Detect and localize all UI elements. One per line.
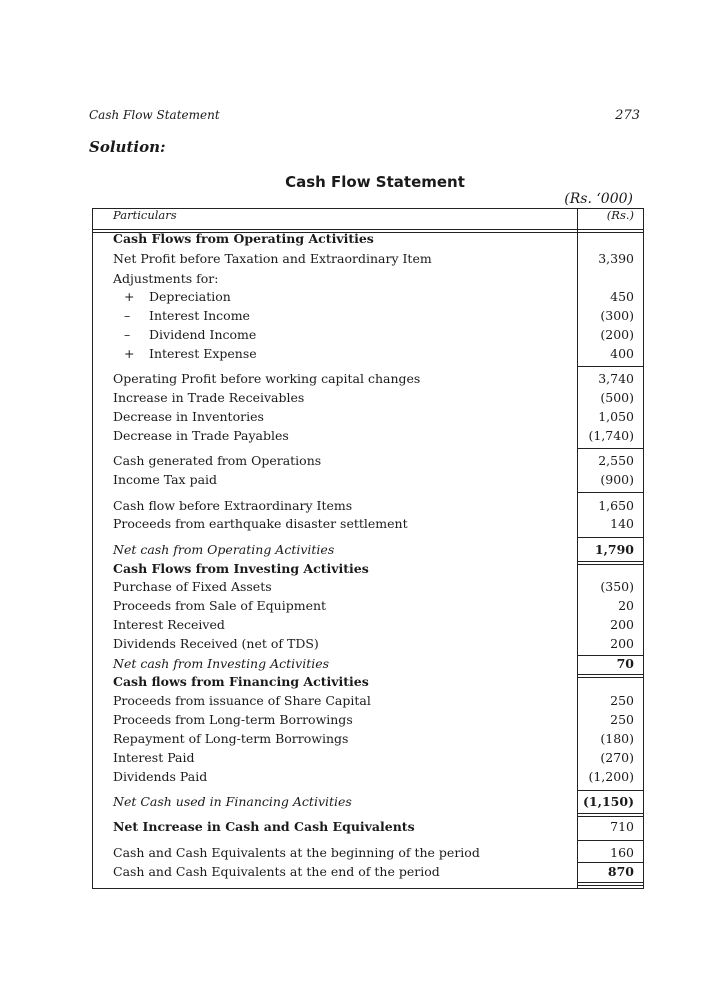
total-rule [577, 882, 644, 883]
subtotal-rule [577, 790, 644, 791]
statement-title: Cash Flow Statement [285, 173, 465, 191]
table-row: Cash Flows from Investing Activities [113, 561, 369, 576]
total-rule [577, 885, 644, 886]
table-row: Decrease in Trade Payables (1,740) [113, 428, 634, 443]
table-row: Operating Profit before working capital changes 3,740 [113, 371, 634, 386]
table-row: Cash generated from Operations 2,550 [113, 453, 634, 468]
table-row: Proceeds from Long-term Borrowings 250 [113, 712, 634, 727]
subtotal-rule [577, 537, 644, 538]
table-row: – Interest Income (300) [124, 308, 634, 323]
table-header-row [93, 206, 644, 225]
table-row: Purchase of Fixed Assets (350) [113, 579, 634, 594]
table-row: Income Tax paid (900) [113, 472, 634, 487]
total-rule [577, 813, 644, 814]
subtotal-rule [577, 366, 644, 367]
running-header: Cash Flow Statement [89, 108, 220, 122]
table-row: Net Cash used in Financing Activities (1,150) [113, 794, 634, 809]
table-row: Interest Paid (270) [113, 750, 634, 765]
subtotal-rule [577, 492, 644, 493]
table-row: Cash flows from Financing Activities [113, 674, 369, 689]
table-row: Net Profit before Taxation and Extraordinary Item 3,390 [113, 251, 634, 266]
table-row: + Interest Expense 400 [124, 346, 634, 361]
subtotal-rule [577, 840, 644, 841]
table-row: Proceeds from Sale of Equipment 20 [113, 598, 634, 613]
table-row: Dividends Received (net of TDS) 200 [113, 636, 634, 651]
table-row: Proceeds from issuance of Share Capital 250 [113, 693, 634, 708]
table-row: Proceeds from earthquake disaster settlement 140 [113, 516, 634, 531]
page-number: 273 [615, 108, 640, 123]
subtotal-rule [577, 448, 644, 449]
table-row: Decrease in Inventories 1,050 [113, 409, 634, 424]
table-row: Interest Received 200 [113, 617, 634, 632]
table-row: Cash and Cash Equivalents at the beginning of the period 160 [113, 845, 634, 860]
table-row: – Dividend Income (200) [124, 327, 634, 342]
col-amount: (Rs.) [606, 208, 634, 222]
table-row: Cash Flows from Operating Activities [113, 231, 374, 246]
table-row: Net cash from Operating Activities 1,790 [113, 542, 634, 557]
table-row: Dividends Paid (1,200) [113, 769, 634, 784]
unit-label: (Rs. ‘000) [564, 191, 633, 207]
table-row: Adjustments for: [113, 271, 219, 286]
table-row: Cash and Cash Equivalents at the end of the period 870 [113, 864, 634, 879]
table-row: Cash flow before Extraordinary Items 1,650 [113, 498, 634, 513]
table-row: Increase in Trade Receivables (500) [113, 390, 634, 405]
table-row: Net cash from Investing Activities 70 [113, 656, 634, 671]
col-particulars: Particulars [113, 208, 177, 222]
table-row: Repayment of Long-term Borrowings (180) [113, 731, 634, 746]
table-row: Net Increase in Cash and Cash Equivalents 710 [113, 819, 634, 834]
solution-label: Solution: [89, 138, 166, 156]
table-row: + Depreciation 450 [124, 289, 634, 304]
